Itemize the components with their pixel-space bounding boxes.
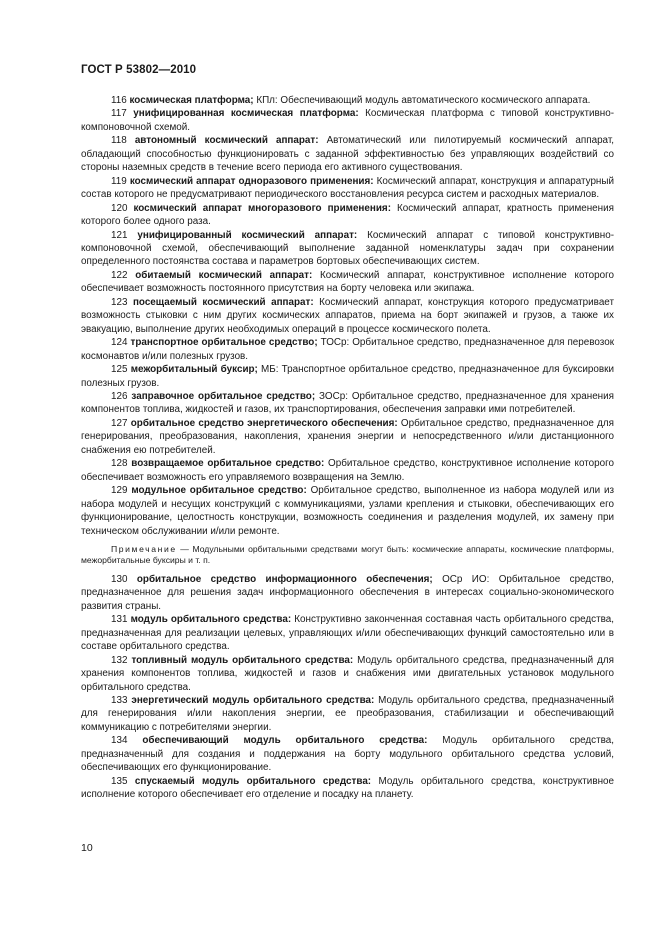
term-entry-134 (81, 734, 614, 774)
term-definition: ЗОСр: Орбитальное средство, предназначенное для хранения компонентов топлива, жидкостей и газов, их транспортирования, обеспечения заправки ими потребителей. (81, 390, 615, 416)
note-text: — Модульными орбитальными средствами могут быть: космические аппараты, космические платформы, межорбитальные буксиры и т. п. (81, 543, 614, 566)
term-title: модуль орбитального средства: (130, 614, 292, 626)
term-entry-135 (81, 775, 614, 802)
term-entry-130 (81, 573, 614, 613)
term-title: орбитальное средство информационного обеспечения; (136, 573, 433, 585)
term-definition: Космическая платформа с типовой конструктивно-компоновочной схемой. (81, 108, 614, 133)
term-definition: ТОСр: Орбитальное средство, предназначенное для перевозок космонавтов и/или полезных грузов. (81, 337, 615, 362)
term-definition: Модуль орбитального средства, предназначенный для генерирования и/или накопления энергии, ее преобразования, стабилизации и обеспечивающий коммуникацию с потребителями энергии. (81, 695, 615, 733)
term-number: 133 (111, 695, 128, 707)
term-definition: Космический аппарат, кратность применения которого более одного раза. (81, 202, 614, 228)
term-number: 131 (111, 614, 128, 626)
term-number: 120 (111, 202, 128, 214)
term-title: автономный космический аппарат: (134, 135, 319, 147)
term-title: энергетический модуль орбитального средства: (131, 695, 375, 707)
term-entry-123 (81, 296, 614, 336)
term-number: 123 (111, 296, 128, 308)
term-title: заправочное орбитальное средство; (131, 390, 316, 402)
term-entry-129 (81, 484, 614, 538)
term-number: 135 (111, 775, 128, 787)
term-title: унифицированная космическая платформа: (133, 108, 359, 120)
term-number: 129 (111, 485, 128, 497)
term-entry-116 (81, 94, 614, 107)
term-entry-119 (81, 175, 614, 202)
term-entry-121 (81, 229, 614, 269)
term-definition: Орбитальное средство, предназначенное для генерирования, преобразования, накопления, хранения энергии и непосредственного и/или дистанционного снабжения ею потребителей. (81, 417, 614, 456)
term-definition: Конструктивно законченная составная часть орбитального средства, предназначенная для реализации целевых, управляющих и/или обеспечивающих функций самостоятельно или в составе орбитального средства. (81, 614, 614, 653)
term-title: межорбитальный буксир; (130, 364, 258, 376)
term-definition: Модуль орбитального средства, предназначенный для создания и поддержания на борту модульного орбитального средства условий, обеспечивающих его функционирование. (81, 735, 614, 774)
term-title: транспортное орбитальное средство; (130, 337, 318, 349)
term-entry-118 (81, 134, 614, 174)
term-definition: Космический аппарат, конструкция которого предусматривает возможность стыковки с ним других космических аппаратов, приема на борт экипажей и грузов, а также их эвакуацию, выполнение других необходимых операций в процессе космического полета. (81, 296, 614, 335)
term-number: 126 (111, 390, 128, 402)
term-title: космический аппарат одноразового применения: (129, 175, 374, 187)
term-number: 132 (111, 654, 128, 666)
term-definition: ОСр ИО: Орбитальное средство, предназначенное для решения задач информационного обеспечения в интересах социально-экономического развития страны. (81, 573, 614, 612)
term-title: обеспечивающий модуль орбитального средства: (142, 735, 428, 747)
terms-group-a (81, 94, 614, 538)
term-entry-133 (81, 694, 614, 734)
term-entry-117 (81, 107, 614, 134)
term-title: посещаемый космический аппарат: (132, 296, 314, 308)
term-entry-128 (81, 457, 614, 484)
document-header: ГОСТ Р 53802—2010 (81, 64, 197, 76)
term-definition: Орбитальное средство, конструктивное исполнение которого обеспечивает возможность его управляемого возвращения на Землю. (81, 458, 614, 483)
term-number: 134 (111, 735, 128, 747)
term-definition: Космический аппарат, конструкция и аппаратурный состав которого не предусматривают периодического восстановления ресурса систем и расходных материалов. (81, 175, 614, 201)
term-entry-126 (81, 390, 614, 417)
term-number: 122 (111, 269, 128, 281)
document-body (81, 94, 614, 802)
term-definition: Модуль орбитального средства, предназначенный для хранения компонентов топлива, жидкостей и газов и снабжения ими двигательных установок модульного орбитального средства. (81, 654, 614, 693)
term-title: модульное орбитальное средство: (131, 485, 307, 497)
term-definition: Космический аппарат, конструктивное исполнение которого обеспечивает возможность постоянного присутствия на борту человека или экипажа. (81, 269, 614, 295)
term-number: 116 (111, 95, 127, 106)
term-title: возвращаемое орбитальное средство: (131, 458, 325, 470)
term-title: орбитальное средство энергетического обеспечения: (130, 417, 398, 429)
term-definition: МБ: Транспортное орбитальное средство, предназначенное для буксировки полезных грузов. (81, 364, 614, 389)
term-definition: Модуль орбитального средства, конструктивное исполнение которого обеспечивает его отделение и посадку на планету. (81, 775, 615, 801)
term-entry-120 (81, 202, 614, 229)
term-number: 130 (111, 573, 128, 585)
term-number: 124 (111, 337, 128, 349)
term-definition: Космический аппарат с типовой конструктивно-компоновочной схемой, обеспечивающий выполнение заданной номенклатуры задач при сохранении определенного постоянства состава и параметров бортовых обеспечивающих систем. (81, 229, 614, 268)
note (81, 544, 614, 567)
term-number: 117 (111, 108, 127, 120)
page-number: 10 (81, 842, 93, 854)
term-number: 128 (111, 458, 128, 470)
term-definition: Автоматический или пилотируемый космический аппарат, обладающий способностью функционировать с заданной эффективностью без управляющих воздействий со стороны наземных средств в течение всего периода его активного существования. (81, 135, 615, 174)
term-definition: Орбитальное средство, выполненное из набора модулей или из набора модулей и несущих конструкций с коммуникациями, узлами крепления и стыковки, обеспечивающих его функционирование, целостность конструкции, возможность соединения и разделения модулей, их замену при техническом обслуживании и/или ремонте. (81, 485, 614, 537)
term-definition: КПл: Обеспечивающий модуль автоматического космического аппарата. (253, 95, 591, 106)
term-entry-131 (81, 613, 614, 653)
term-title: унифицированный космический аппарат: (137, 229, 358, 241)
term-title: спускаемый модуль орбитального средства: (134, 775, 372, 787)
term-number: 125 (111, 364, 128, 376)
term-number: 121 (111, 229, 128, 241)
term-entry-122 (81, 269, 614, 296)
term-entry-132 (81, 654, 614, 694)
note-label: Примечание (111, 543, 177, 554)
terms-group-b (81, 573, 614, 802)
term-title: топливный модуль орбитального средства: (131, 654, 354, 666)
term-number: 119 (111, 175, 127, 187)
term-number: 118 (111, 135, 127, 147)
term-title: космическая платформа; (129, 95, 254, 106)
term-entry-124 (81, 336, 614, 363)
term-entry-127 (81, 417, 614, 457)
term-entry-125 (81, 363, 614, 390)
term-title: космический аппарат многоразового применения: (133, 202, 391, 214)
term-number: 127 (111, 417, 128, 429)
term-title: обитаемый космический аппарат: (135, 269, 313, 281)
